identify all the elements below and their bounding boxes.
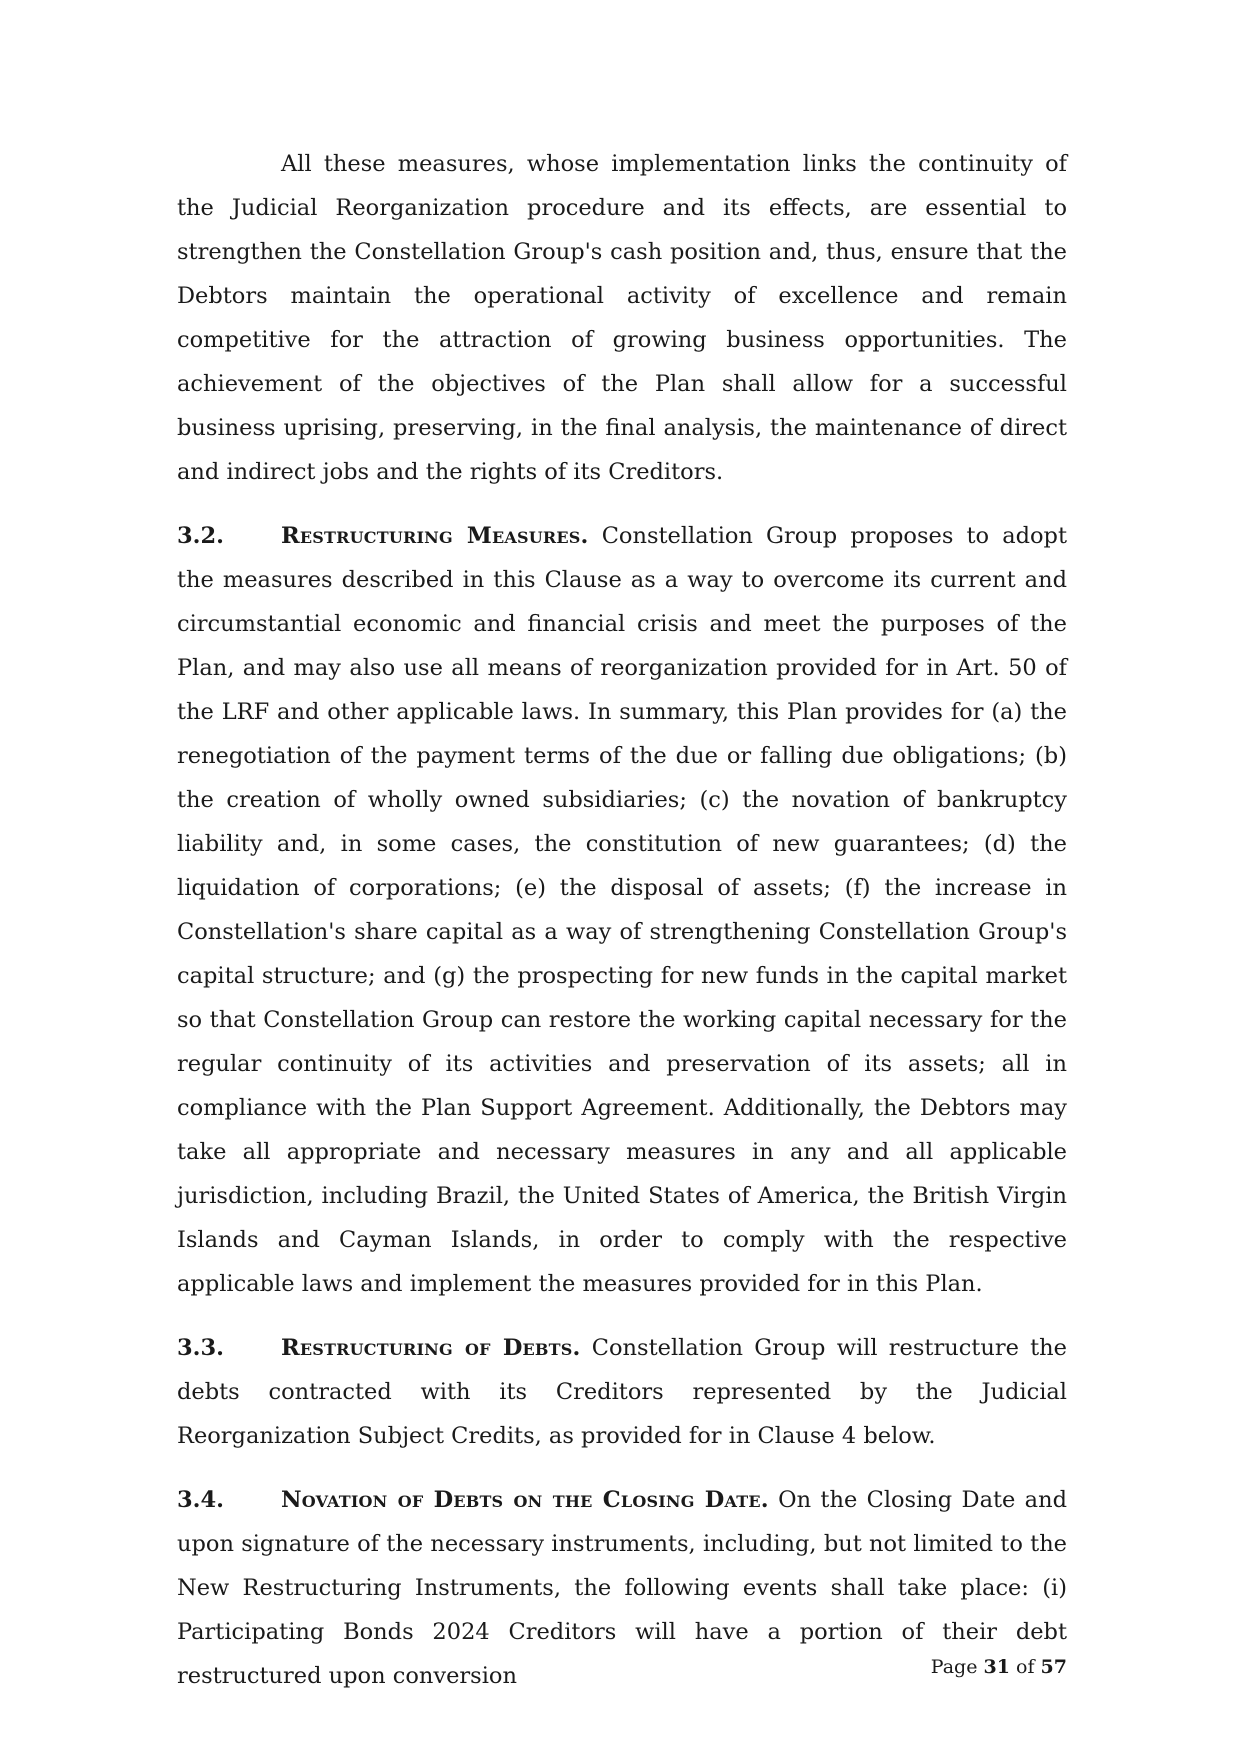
clause-number: 3.2. bbox=[177, 523, 224, 549]
intro-paragraph: All these measures, whose implementation links the continuity of the Judicial Reorganization procedure and its effects, are essential to strengthen the Constellation Group's cash position and, thus, ensure that the Debtors maintain the operational activity of excellence and remain competitive for the attraction of growing business opportunities. The achievement of the objectives of the Plan shall allow for a successful business uprising, preserving, in the final analysis, the maintenance of direct and indirect jobs and the rights of its Creditors. bbox=[177, 151, 1067, 485]
clause-text: On the Closing Date and upon signature of the necessary instruments, including, but not limited to the New Restructuring Instruments, the following events shall take place: (i) Participating Bonds 2024 Creditors will have a portion of their debt restructured upon conversion bbox=[177, 1487, 1067, 1689]
page-footer bbox=[931, 1656, 1067, 1678]
clause-3-3 bbox=[177, 1326, 1067, 1458]
total-pages: 57 bbox=[1040, 1656, 1067, 1678]
clause-number: 3.4. bbox=[177, 1487, 224, 1513]
page-label: Page bbox=[930, 1656, 978, 1678]
clause-text: Constellation Group proposes to adopt the measures described in this Clause as a way to overcome its current and circumstantial economic and financial crisis and meet the purposes of the Plan, and may also use all means of reorganization provided for in Art. 50 of the LRF and other applicable laws. In summary, this Plan provides for (a) the renegotiation of the payment terms of the due or falling due obligations; (b) the creation of wholly owned subsidiaries; (c) the novation of bankruptcy liability and, in some cases, the constitution of new guarantees; (d) the liquidation of corporations; (e) the disposal of assets; (f) the increase in Constellation's share capital as a way of strengthening Constellation Group's capital structure; and (g) the prospecting for new funds in the capital market so that Constellation Group can restore the working capital necessary for the regular continuity of its activities and preservation of its assets; all in compliance with the Plan Support Agreement. Additionally, the Debtors may take all appropriate and necessary measures in any and all applicable jurisdiction, including Brazil, the United States of America, the British Virgin Islands and Cayman Islands, in order to comply with the respective applicable laws and implement the measures provided for in this Plan. bbox=[177, 523, 1067, 1297]
page-number: 31 bbox=[983, 1656, 1010, 1678]
clause-text: Constellation Group will restructure the debts contracted with its Creditors represented by the Judicial Reorganization Subject Credits, as provided for in Clause 4 below. bbox=[177, 1335, 1067, 1449]
of-label: of bbox=[1016, 1656, 1035, 1678]
clause-title: Novation of Debts on the Closing Date. bbox=[281, 1487, 769, 1513]
clause-3-2 bbox=[177, 514, 1067, 1306]
document-body bbox=[177, 142, 1067, 1698]
clause-title: Restructuring of Debts. bbox=[281, 1335, 581, 1361]
clause-title: Restructuring Measures. bbox=[281, 523, 589, 549]
clause-number: 3.3. bbox=[177, 1335, 224, 1361]
